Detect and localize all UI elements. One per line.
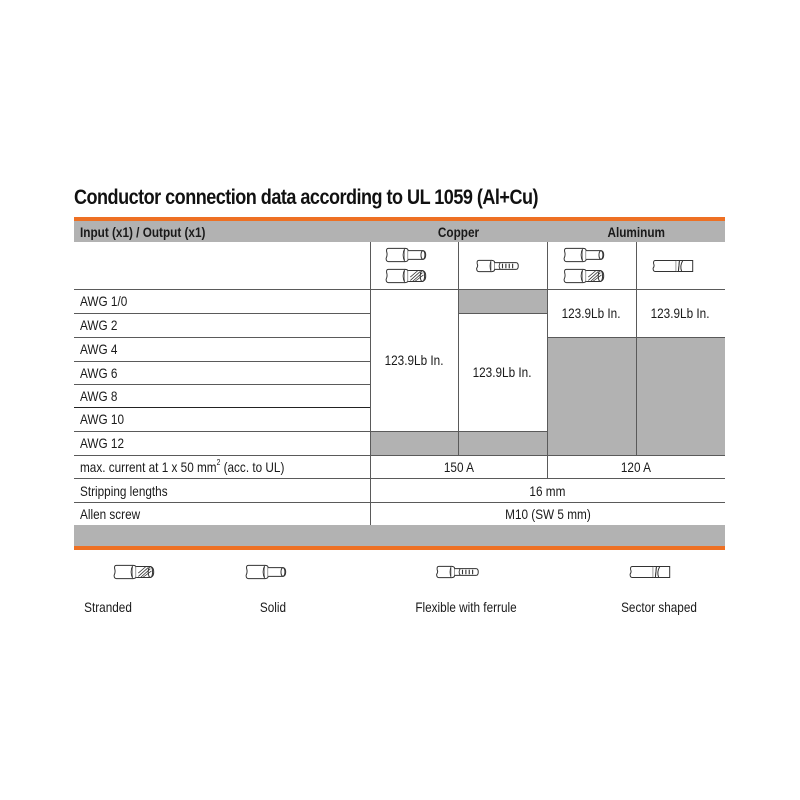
value: 16 mm xyxy=(529,483,566,499)
value: M10 (SW 5 mm) xyxy=(504,506,591,522)
stranded-conductor-icon xyxy=(113,563,157,581)
table-footer-bar xyxy=(74,525,725,546)
awg-label: AWG 12 xyxy=(80,435,125,451)
stranded-conductor-icon xyxy=(385,267,429,285)
row-divider xyxy=(458,313,547,314)
awg-label: AWG 10 xyxy=(80,411,125,427)
row-divider xyxy=(74,431,547,432)
max-current-text: max. current at 1 x 50 mm xyxy=(80,459,217,475)
allen-label: Allen screw xyxy=(80,506,141,522)
row-divider xyxy=(74,478,725,479)
max-current-label xyxy=(80,460,284,474)
awg-label: AWG 2 xyxy=(80,317,118,333)
page-title: Conductor connection data according to UL 1059 (Al+Cu) xyxy=(74,186,538,209)
row-divider xyxy=(74,455,725,456)
legend-label-flexible-ferrule: Flexible with ferrule xyxy=(415,599,517,615)
row-divider xyxy=(74,361,370,362)
solid-conductor-icon xyxy=(563,246,607,264)
awg-label: AWG 1/0 xyxy=(80,293,128,309)
legend-label-stranded: Stranded xyxy=(84,599,132,615)
max-current-aluminum xyxy=(547,460,725,474)
solid-conductor-icon xyxy=(385,246,429,264)
flexible-ferrule-conductor-icon xyxy=(474,257,522,275)
torque-value: 123.9Lb In. xyxy=(473,364,532,380)
header-aluminum xyxy=(547,225,725,239)
col-divider xyxy=(370,242,371,525)
awg-label: AWG 6 xyxy=(80,365,118,381)
col-divider xyxy=(458,242,459,455)
flexible-ferrule-conductor-icon xyxy=(434,563,482,581)
torque-aluminum-solid-stranded xyxy=(547,306,636,320)
bottom-accent-rule xyxy=(74,546,725,550)
awg-label: AWG 4 xyxy=(80,341,118,357)
row-divider xyxy=(74,502,725,503)
torque-aluminum-sector xyxy=(636,306,725,320)
torque-value: 123.9Lb In. xyxy=(651,305,710,321)
torque-value: 123.9Lb In. xyxy=(384,352,444,368)
torque-value: 123.9Lb In. xyxy=(562,305,621,321)
header-copper xyxy=(370,225,547,239)
max-current-suffix: (acc. to UL) xyxy=(220,459,285,475)
torque-copper-solid-stranded xyxy=(370,353,458,367)
header-row-label: Input (x1) / Output (x1) xyxy=(80,224,206,240)
stripping-value xyxy=(370,484,725,498)
solid-conductor-icon xyxy=(245,563,289,581)
row-divider xyxy=(74,337,370,338)
header-copper-label: Copper xyxy=(437,224,480,240)
sector-shaped-conductor-icon xyxy=(629,563,673,581)
superscript: 2 xyxy=(216,458,221,467)
row-divider xyxy=(74,407,370,408)
row-divider xyxy=(74,384,370,385)
row-divider xyxy=(74,313,370,314)
col-divider xyxy=(636,242,637,455)
max-current-copper xyxy=(370,460,547,474)
na-cell-copper-ferrule-awg10 xyxy=(458,289,547,313)
stripping-label: Stripping lengths xyxy=(80,483,168,499)
torque-copper-ferrule xyxy=(458,365,547,379)
header-aluminum-label: Aluminum xyxy=(607,224,665,240)
legend-label-sector-shaped: Sector shaped xyxy=(621,599,697,615)
col-divider xyxy=(547,242,548,478)
value: 120 A xyxy=(620,459,652,475)
sector-shaped-conductor-icon xyxy=(652,257,696,275)
row-divider xyxy=(74,289,725,290)
awg-label: AWG 8 xyxy=(80,388,118,404)
value: 150 A xyxy=(443,459,474,475)
legend-label-solid: Solid xyxy=(259,599,287,615)
stranded-conductor-icon xyxy=(563,267,607,285)
allen-value xyxy=(370,507,725,521)
